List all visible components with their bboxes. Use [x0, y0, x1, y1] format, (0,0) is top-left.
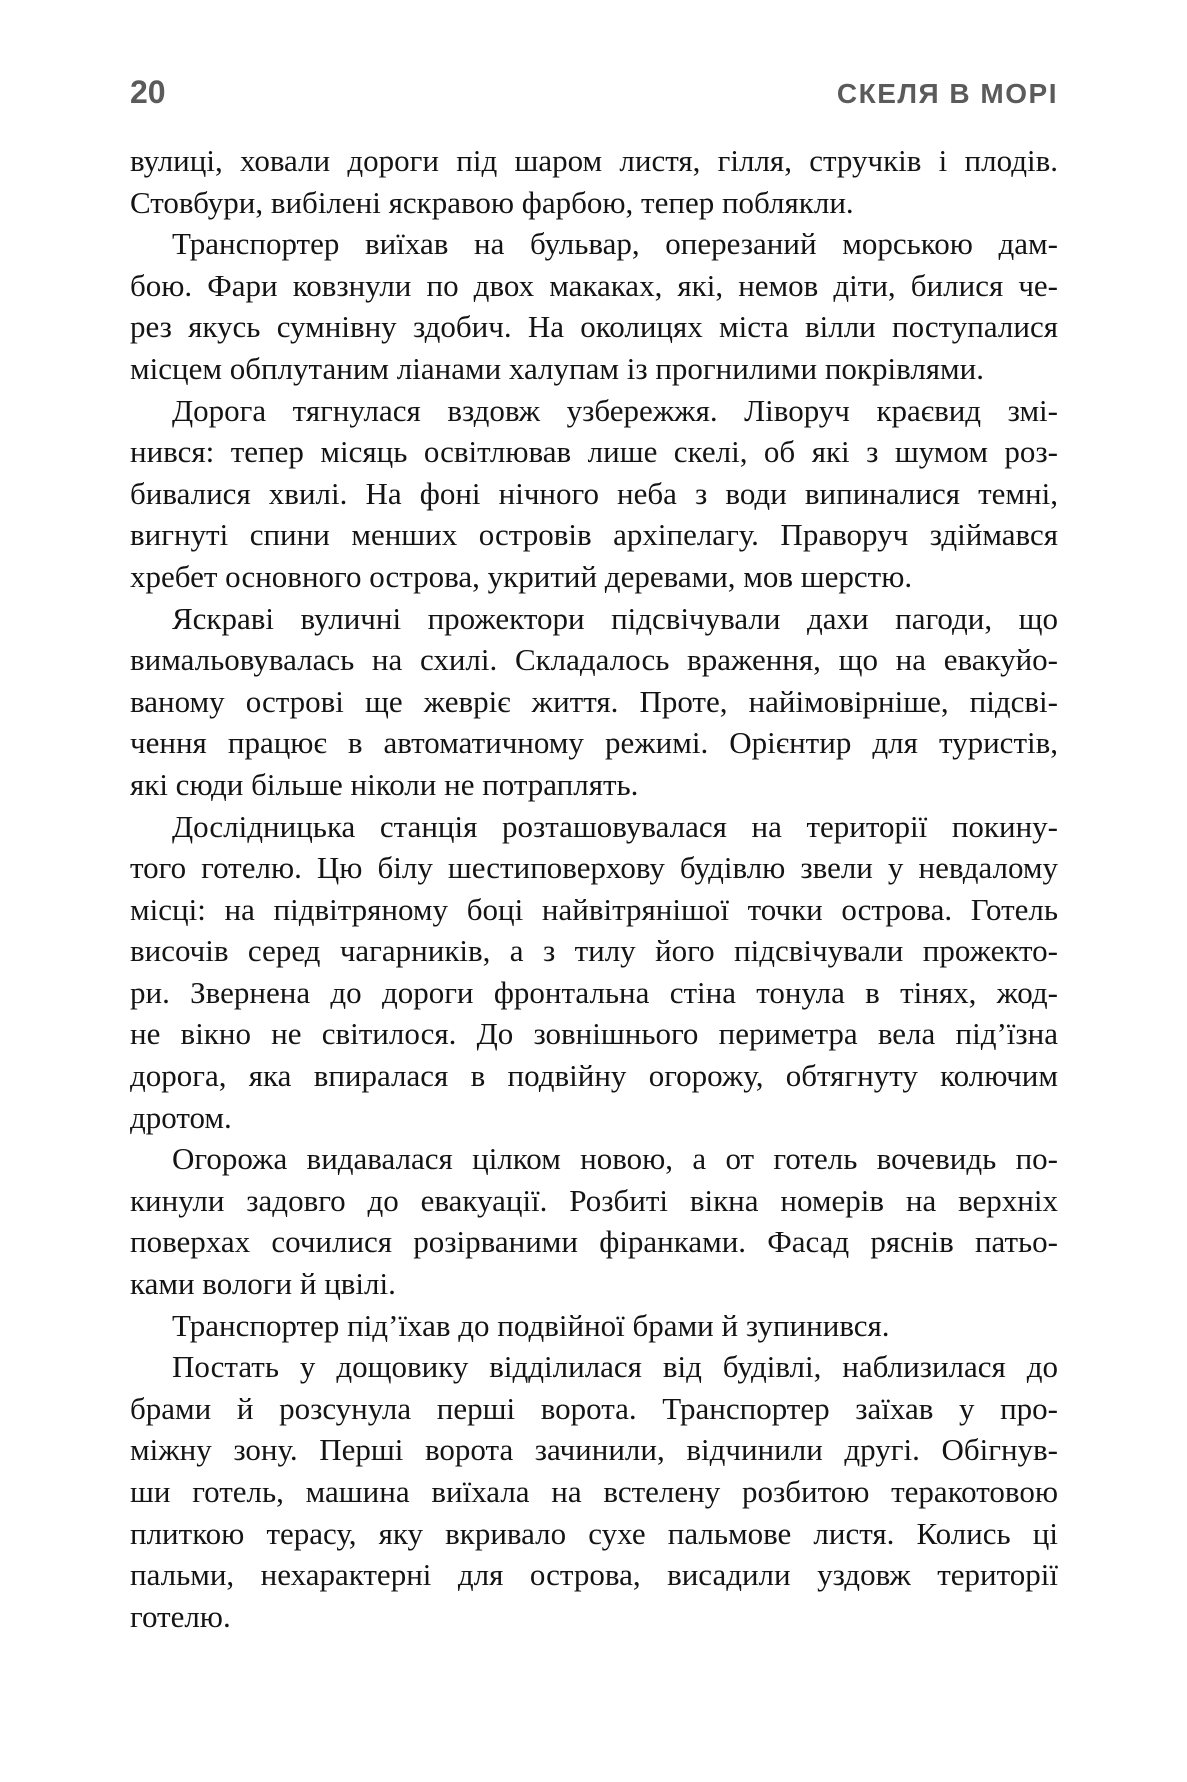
page-number: 20	[130, 74, 166, 110]
text-line: вигнуті спини менших островів архіпелагу. Праворуч здіймався	[130, 517, 1058, 553]
text-line: не вікно не світилося. До зовнішнього периметра вела під’їзна	[130, 1016, 1058, 1052]
text-line: дорога, яка впиралася в подвійну огорожу, обтягнуту колючим	[130, 1058, 1058, 1094]
text-line: кинули задовго до евакуації. Розбиті вікна номерів на верхніх	[130, 1182, 1058, 1218]
text-line: Постать у дощовику відділилася від будівлі, наблизилася до	[172, 1349, 1058, 1385]
text-line: бивалися хвилі. На фоні нічного неба з води випиналися темні,	[130, 475, 1058, 511]
text-line: брами й розсунула перші ворота. Транспортер заїхав у про-	[130, 1390, 1058, 1426]
paragraph	[130, 806, 1058, 1139]
text-line: вулиці, ховали дороги під шаром листя, гілля, стручків і плодів.	[130, 143, 1058, 178]
text-line: ши готель, машина виїхала на встелену розбитою теракотовою	[130, 1474, 1058, 1509]
text-line: місцем обплутаним ліанами халупам із прогнилими покрівлями.	[130, 350, 985, 386]
text-line: ри. Звернена до дороги фронтальна стіна тонула в тінях, жод-	[130, 974, 1058, 1010]
text-line: міжну зону. Перші ворота зачинили, відчинили другі. Обігнув-	[130, 1432, 1058, 1468]
text-line: Огорожа видавалася цілком новою, а от готель вочевидь по-	[172, 1141, 1058, 1177]
text-line: поверхах сочилися розірваними фіранками. Фасад ряснів патьо-	[130, 1224, 1058, 1260]
text-block	[130, 140, 1058, 1637]
running-title: СКЕЛЯ В МОРІ	[836, 78, 1058, 109]
paragraph	[130, 390, 1058, 598]
text-line: Яскраві вуличні прожектори підсвічували дахи пагоди, що	[172, 600, 1058, 636]
text-line: місці: на підвітряному боці найвітрянішої точки острова. Готель	[130, 891, 1058, 927]
paragraph	[130, 598, 1058, 806]
paragraph	[130, 223, 1058, 389]
text-line: того готелю. Цю білу шестиповерхову будівлю звели у невдалому	[130, 850, 1058, 886]
text-line: які сюди більше ніколи не потраплять.	[130, 766, 639, 802]
paragraph	[130, 1305, 1058, 1347]
text-line: Дорога тягнулася вздовж узбережжя. Ліворуч краєвид змі-	[172, 392, 1058, 428]
text-line: ками вологи й цвілі.	[130, 1266, 396, 1302]
paragraph	[130, 140, 1058, 223]
text-line: бою. Фари ковзнули по двох макаках, які, немов діти, билися че-	[130, 267, 1058, 303]
text-line: рез якусь сумнівну здобич. На околицях міста вілли поступалися	[130, 309, 1058, 345]
text-line: пальми, нехарактерні для острова, висадили уздовж території	[130, 1557, 1058, 1593]
text-line: дротом.	[130, 1099, 232, 1135]
text-line: Транспортер виїхав на бульвар, оперезаний морською дам-	[172, 226, 1058, 262]
text-line: Стовбури, вибілені яскравою фарбою, тепер поблякли.	[130, 184, 854, 220]
text-line: Дослідницька станція розташовувалася на території покину-	[172, 808, 1058, 844]
paragraph	[130, 1138, 1058, 1304]
text-line: височів серед чагарників, а з тилу його підсвічували прожекто-	[130, 933, 1058, 969]
text-line: готелю.	[130, 1598, 231, 1634]
text-line: Транспортер під’їхав до подвійної брами й зупинився.	[172, 1307, 890, 1343]
page-header	[130, 76, 1058, 108]
text-line: нився: тепер місяць освітлював лише скелі, об які з шумом роз-	[130, 434, 1058, 470]
text-line: чення працює в автоматичному режимі. Орієнтир для туристів,	[130, 725, 1058, 761]
paragraph	[130, 1346, 1058, 1637]
text-line: вимальовувалась на схилі. Складалось враження, що на евакуйо-	[130, 642, 1058, 678]
text-line: хребет основного острова, укритий деревами, мов шерстю.	[130, 558, 913, 594]
text-line: плиткою терасу, яку вкривало сухе пальмове листя. Колись ці	[130, 1515, 1058, 1551]
text-line: ваному острові ще жевріє життя. Проте, найімовірніше, підсві-	[130, 683, 1058, 719]
